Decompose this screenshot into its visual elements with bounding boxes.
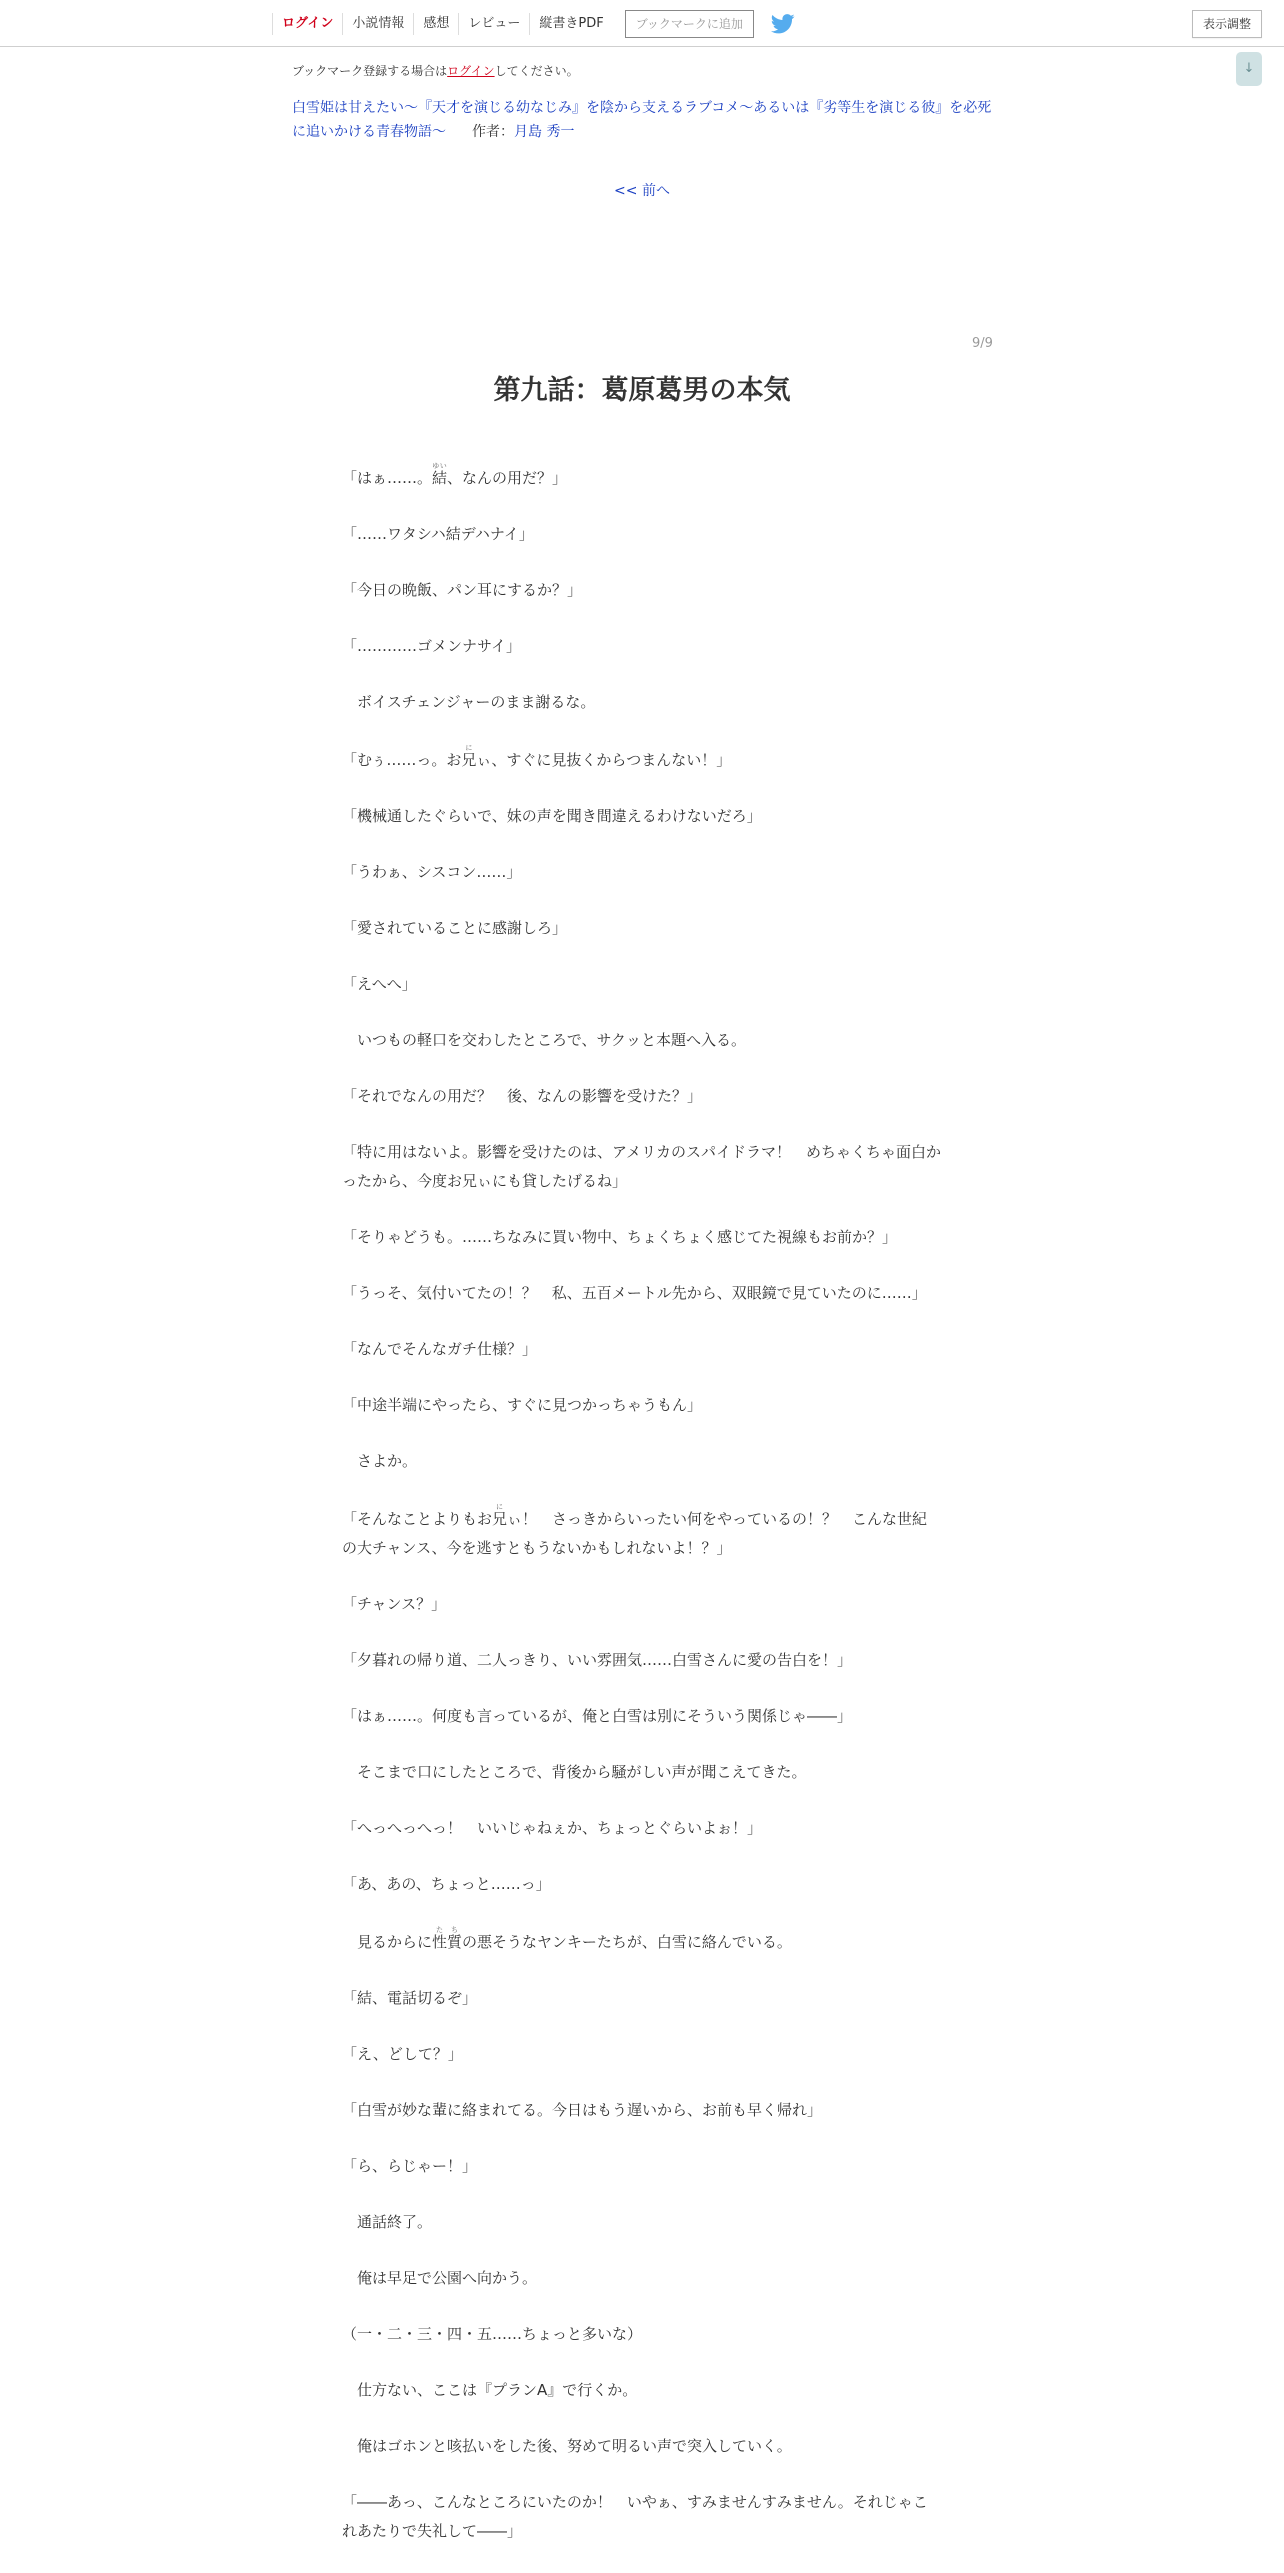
body-line <box>342 1503 942 1563</box>
page-count: 9/9 <box>972 336 993 351</box>
body-line: 「ら、らじゃー！」 <box>342 2157 478 2175</box>
chapter-body <box>342 462 942 2573</box>
ruby-reading: た <box>432 1926 448 1934</box>
body-line: 「チャンス？」 <box>342 1595 447 1613</box>
body-line: 「白雪が妙な輩に絡まれてる。今日はもう遅いから、お前も早く帰れ」 <box>342 2101 823 2119</box>
body-line: 「中途半端にやったら、すぐに見つかっちゃうもん」 <box>342 1396 703 1414</box>
body-line: 「えへへ」 <box>342 975 417 993</box>
scroll-down-button[interactable]: ↓ <box>1236 52 1262 86</box>
ruby-annotation <box>461 744 477 769</box>
body-line: 「へっへっへっ！ いいじゃねぇか、ちょっとぐらいよぉ！」 <box>342 1819 763 1837</box>
body-line: ボイスチェンジャーのまま謝るな。 <box>342 693 596 711</box>
twitter-bird-icon <box>771 14 795 34</box>
ruby-base: 兄 <box>492 1510 508 1528</box>
body-line: 俺は早足で公園へ向かう。 <box>342 2269 538 2287</box>
nav-vertical-pdf[interactable]: 縦書きPDF <box>529 13 612 35</box>
author-label: 作者： <box>472 124 514 140</box>
body-line <box>342 462 942 493</box>
nav-review[interactable]: レビュー <box>458 13 529 35</box>
body-line: 「うわぁ、シスコン……」 <box>342 863 522 881</box>
body-line: 「そりゃどうも。……ちなみに買い物中、ちょくちょく感じてた視線もお前か？」 <box>342 1228 898 1246</box>
ruby-annotation <box>432 1926 448 1951</box>
author-link[interactable]: 月島 秀一 <box>514 124 575 140</box>
body-line: さよか。 <box>342 1452 418 1470</box>
body-line: 「それでなんの用だ？ 後、なんの影響を受けた？」 <box>342 1087 703 1105</box>
ruby-post: 、なんの用だ？」 <box>447 469 568 487</box>
body-line: いつもの軽口を交わしたところで、サクッと本題へ入る。 <box>342 1031 746 1049</box>
ruby-post: ぃ！ さっきからいったい何をやっているの！？ こんな世紀の大チャンス、今を逃すともうないかもしれないよ！？」 <box>342 1510 928 1557</box>
add-bookmark-button[interactable]: ブックマークに追加 <box>625 10 754 38</box>
ruby-pre: 「そんなことよりもお <box>342 1510 493 1528</box>
novel-title-link[interactable]: 白雪姫は甘えたい～『天才を演じる幼なじみ』を陰から支えるラブコメ～あるいは『劣等生を演じる彼』を必死に追いかける青春物語～ <box>292 100 992 140</box>
bookmark-note-login-link[interactable]: ログイン <box>447 64 495 78</box>
ruby-annotation <box>447 1926 463 1951</box>
ruby-reading: に <box>492 1503 508 1511</box>
body-line: （一・二・三・四・五……ちょっと多いな） <box>342 2325 643 2343</box>
body-line: 「特に用はないよ。影響を受けたのは、アメリカのスパイドラマ！ めちゃくちゃ面白かったから、今度お兄ぃにも貸したげるね」 <box>342 1143 941 1190</box>
body-line: 「今日の晩飯、パン耳にするか？」 <box>342 581 583 599</box>
ruby-annotation <box>492 1503 508 1528</box>
body-line: 「…………ゴメンナサイ」 <box>342 637 521 655</box>
nav-novel-info[interactable]: 小説情報 <box>342 13 413 35</box>
ruby-base: 質 <box>447 1933 463 1951</box>
nav-login[interactable]: ログイン <box>272 13 342 35</box>
body-line: 仕方ない、ここは『プランA』で行くか。 <box>342 2381 638 2399</box>
body-line: 「え、どして？」 <box>342 2045 463 2063</box>
bookmark-note-post: してください。 <box>494 64 579 78</box>
body-line: 俺はゴホンと咳払いをした後、努めて明るい声で突入していく。 <box>342 2437 792 2455</box>
body-line: 「あ、あの、ちょっと……っ」 <box>342 1875 551 1893</box>
body-line: 「――あっ、こんなところにいたのか！ いやぁ、すみませんすみません。それじゃこれあたりで失礼して――」 <box>342 2493 928 2540</box>
body-line <box>342 1926 942 1957</box>
body-line: 「機械通したぐらいで、妹の声を聞き間違えるわけないだろ」 <box>342 807 762 825</box>
ruby-post: ぃ、すぐに見抜くからつまんない！」 <box>476 751 732 769</box>
ruby-pre: 見るからに <box>342 1933 433 1951</box>
body-line: 「結、電話切るぞ」 <box>342 1989 478 2007</box>
display-settings-button[interactable]: 表示調整 <box>1192 10 1262 38</box>
body-line: 「うっそ、気付いてたの！？ 私、五百メートル先から、双眼鏡で見ていたのに……」 <box>342 1284 927 1302</box>
ruby-pre: 「はぁ……。 <box>342 469 433 487</box>
body-line: 「夕暮れの帰り道、二人っきり、いい雰囲気……白雪さんに愛の告白を！」 <box>342 1651 853 1669</box>
novel-title-block <box>292 96 1002 144</box>
ruby-reading: ち <box>447 1926 463 1934</box>
body-line: 通話終了。 <box>342 2213 433 2231</box>
top-nav <box>272 8 796 40</box>
ruby-annotation <box>432 462 448 487</box>
bookmark-note <box>292 62 579 79</box>
chapter-title: 第九話：葛原葛男の本気 <box>493 375 791 406</box>
bookmark-note-pre: ブックマーク登録する場合は <box>292 64 448 78</box>
ruby-base: 結 <box>432 469 448 487</box>
body-line <box>342 744 942 775</box>
body-line: 「なんでそんなガチ仕様？」 <box>342 1340 538 1358</box>
ruby-reading: ゆい <box>432 462 448 470</box>
nav-impressions[interactable]: 感想 <box>413 13 458 35</box>
twitter-share-button[interactable] <box>770 13 796 35</box>
ruby-post: の悪そうなヤンキーたちが、白雪に絡んでいる。 <box>462 1933 792 1951</box>
body-line: 「はぁ……。何度も言っているが、俺と白雪は別にそういう関係じゃ――」 <box>342 1707 853 1725</box>
top-bar <box>0 0 1284 47</box>
body-line: 「愛されていることに感謝しろ」 <box>342 919 568 937</box>
body-line: そこまで口にしたところで、背後から騒がしい声が聞こえてきた。 <box>342 1763 807 1781</box>
prev-page-link[interactable]: << 前へ <box>614 183 670 199</box>
body-line: 「……ワタシハ結デハナイ」 <box>342 525 534 543</box>
ruby-base: 性 <box>432 1933 448 1951</box>
ruby-base: 兄 <box>461 751 477 769</box>
ruby-reading: に <box>461 744 477 752</box>
ruby-pre: 「むぅ……っ。お <box>342 751 462 769</box>
prev-link-row <box>0 180 1284 200</box>
